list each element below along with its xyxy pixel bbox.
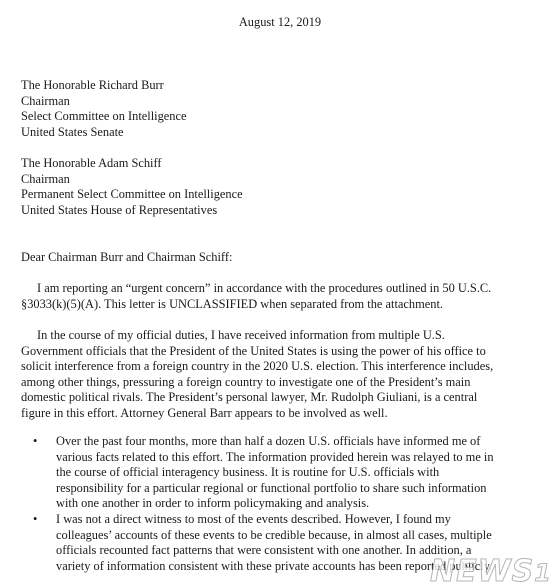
bullet-dot: •: [33, 434, 38, 448]
bullet-line: colleagues’ accounts of these events to be credible because, in almost all cases, multiple: [56, 527, 492, 542]
paragraph-line: In the course of my official duties, I have received information from multiple U.S.: [37, 328, 445, 342]
news1-watermark: [429, 554, 552, 586]
bullet-line: with one another in order to inform policymaking and analysis.: [56, 496, 370, 511]
addressee-block-burr: [21, 78, 187, 140]
paragraph-line: domestic political rivals. The President’s personal lawyer, Mr. Rudolph Giuliani, is a central: [21, 390, 478, 405]
paragraph-line: I am reporting an “urgent concern” in accordance with the procedures outlined in 50 U.S.C.: [37, 281, 492, 295]
bullet-line: Over the past four months, more than half a dozen U.S. officials have informed me of: [56, 434, 481, 448]
bullet-line: I was not a direct witness to most of the events described. However, I found my: [56, 511, 451, 526]
addressee-line: The Honorable Adam Schiff: [21, 156, 162, 170]
bullet-line: the course of official interagency business. It is routine for U.S. officials with: [56, 465, 440, 480]
addressee-line: United States House of Representatives: [21, 202, 218, 217]
paragraph-line: among other things, pressuring a foreign country to investigate one of the President’s main: [21, 374, 471, 389]
bullet-list: [21, 434, 551, 574]
addressee-line: United States Senate: [21, 124, 124, 139]
addressee-line: Chairman: [21, 93, 70, 108]
addressee-line: Select Committee on Intelligence: [21, 109, 187, 124]
bullet-item: [21, 434, 551, 512]
bullet-line: variety of information consistent with these private accounts has been reported publicly.: [56, 558, 493, 573]
bullet-line: various facts related to this effort. The information provided herein was relayed to me in: [56, 449, 494, 464]
addressee-line: Permanent Select Committee on Intelligence: [21, 187, 243, 202]
watermark-main: NEWS: [429, 554, 535, 586]
addressee-line: The Honorable Richard Burr: [21, 78, 164, 92]
salutation: Dear Chairman Burr and Chairman Schiff:: [21, 250, 233, 264]
bullet-line: officials recounted fact patterns that were consistent with one another. In addition, a: [56, 543, 472, 558]
paragraph-line: figure in this effort. Attorney General Barr appears to be involved as well.: [21, 405, 388, 420]
addressee-block-schiff: [21, 156, 243, 218]
bullet-dot: •: [33, 511, 38, 526]
watermark-suffix: 1: [534, 559, 552, 586]
paragraph-official-duties: [21, 328, 546, 422]
letter-date: August 12, 2019: [238, 15, 322, 29]
paragraph-line: Government officials that the President of the United States is using the power of his office to: [21, 343, 486, 358]
paragraph-line: §3033(k)(5)(A). This letter is UNCLASSIFIED when separated from the attachment.: [21, 296, 443, 311]
addressee-line: Chairman: [21, 171, 70, 186]
bullet-line: responsibility for a particular regional or functional portfolio to share such information: [56, 480, 487, 495]
paragraph-urgent-concern: [21, 281, 546, 312]
paragraph-line: solicit interference from a foreign country in the 2020 U.S. election. This interference includes,: [21, 359, 494, 374]
